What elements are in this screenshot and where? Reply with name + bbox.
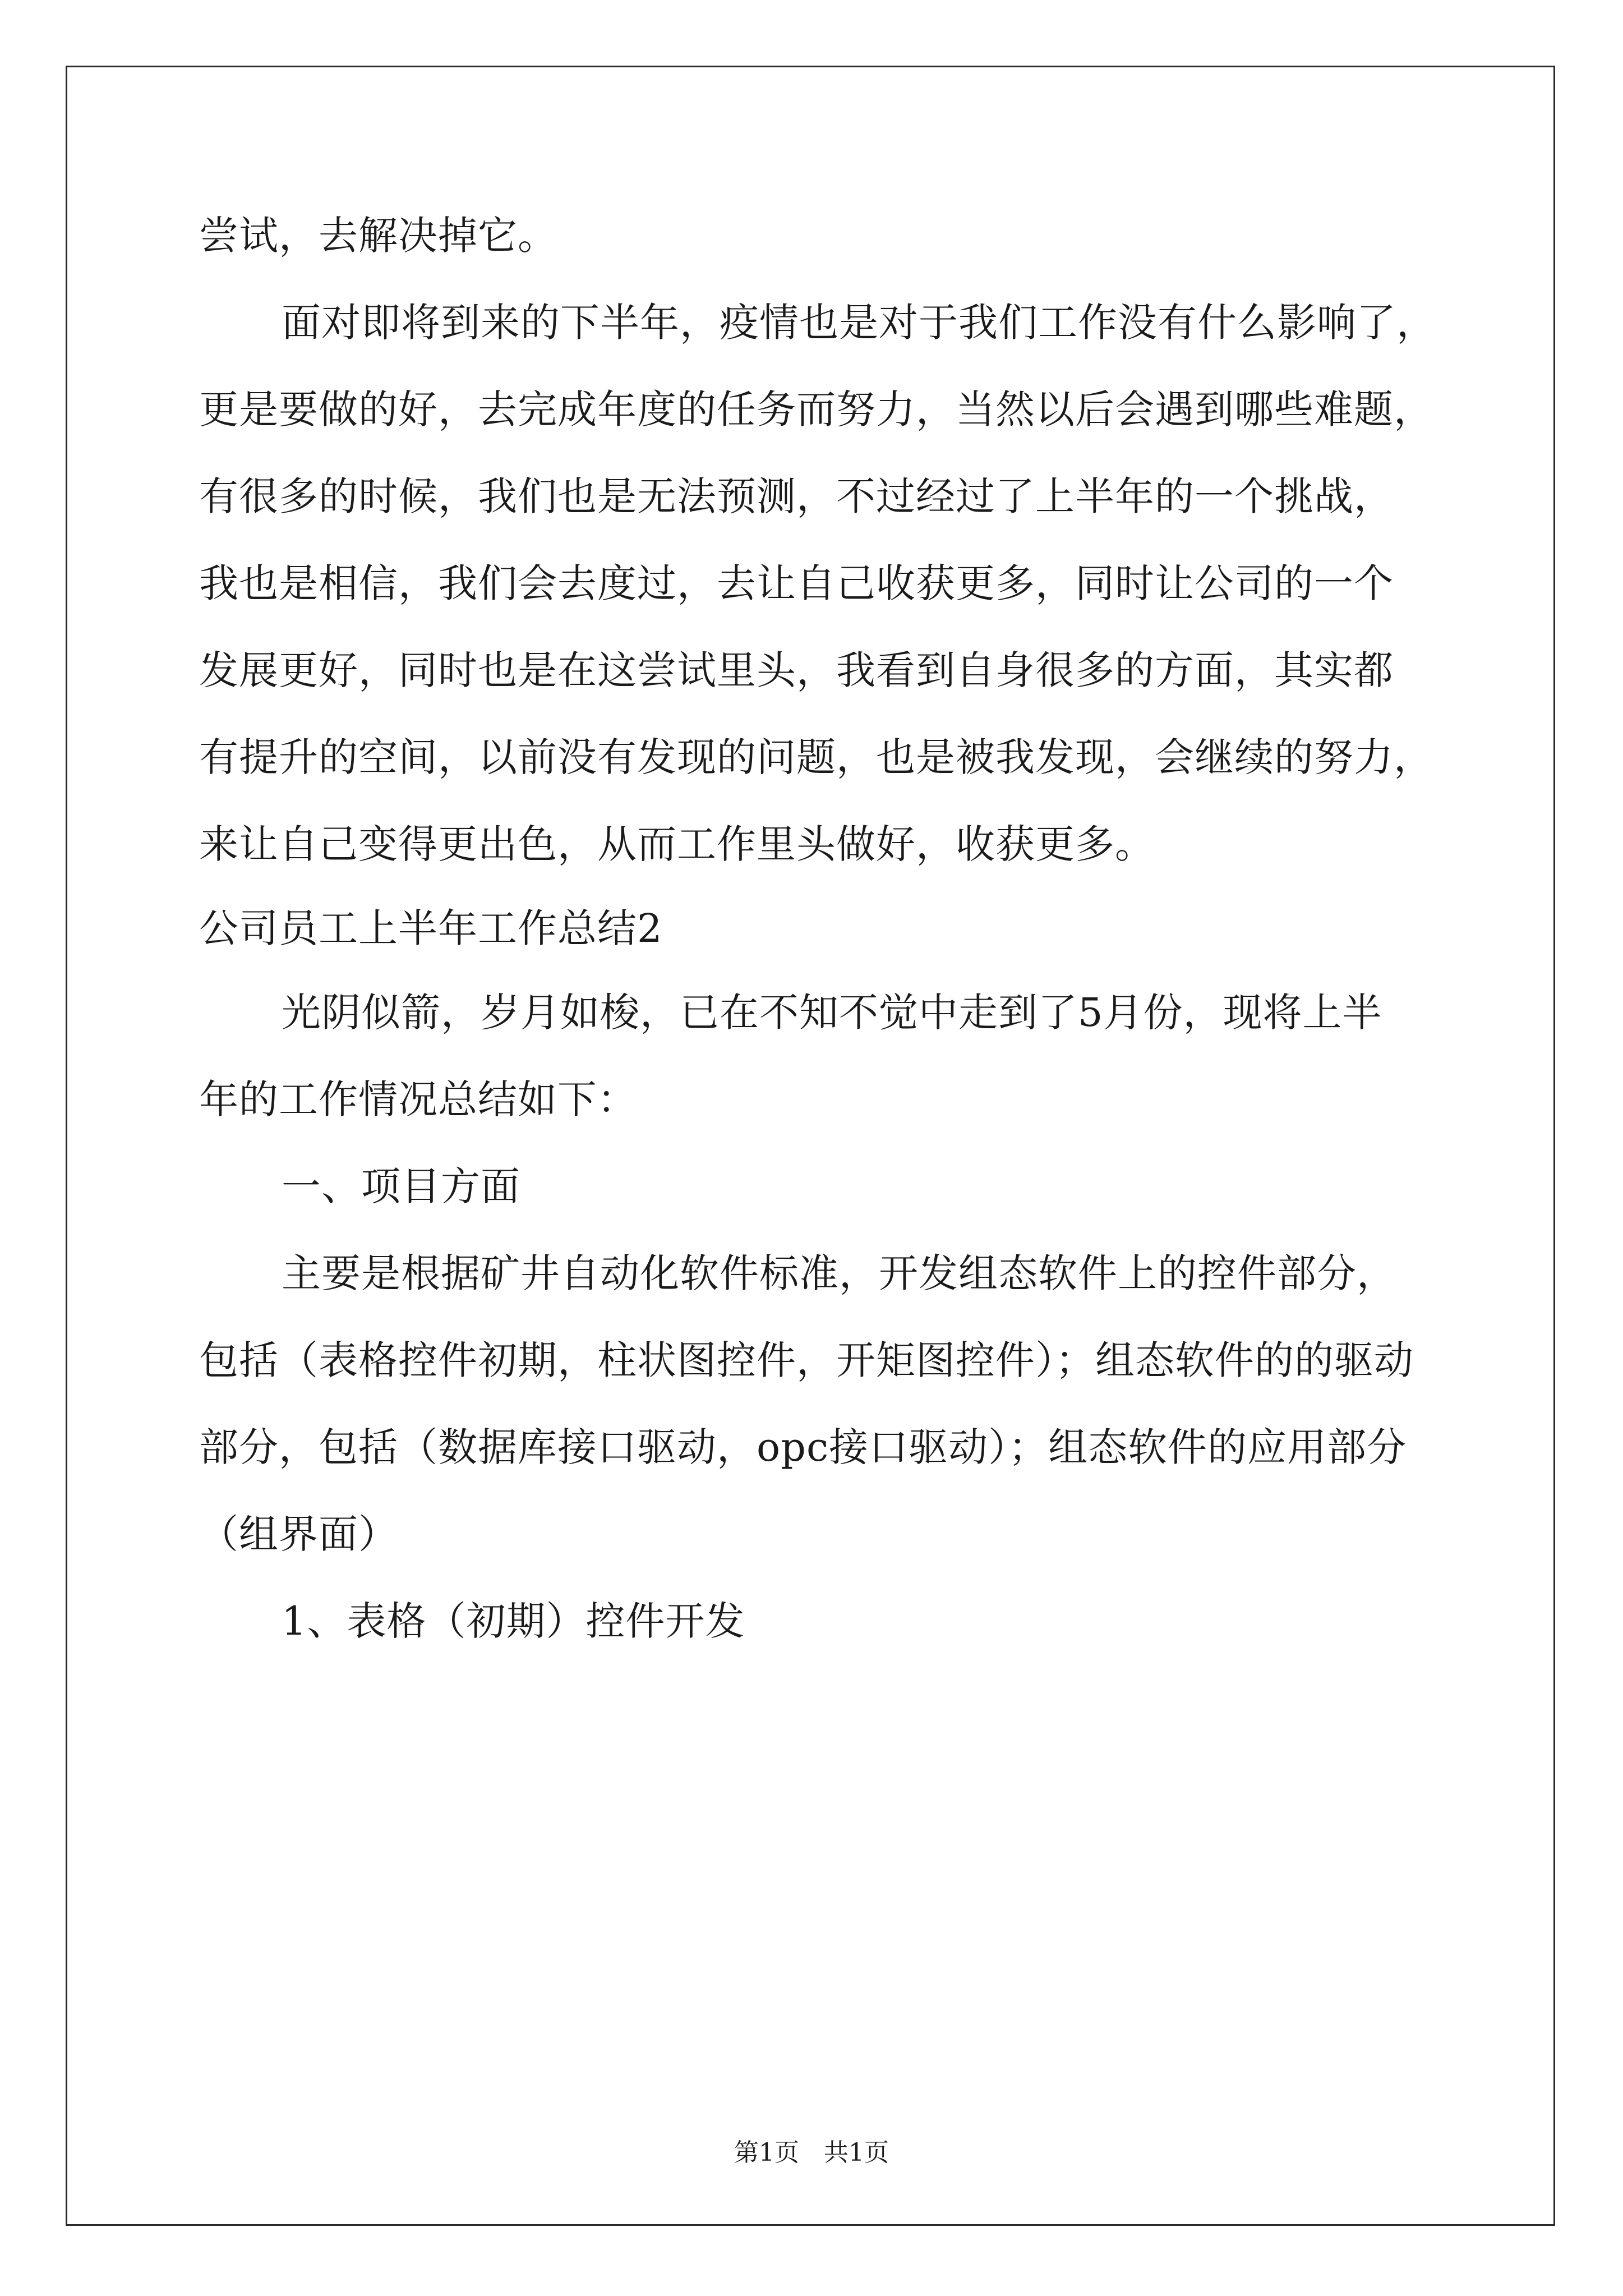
paragraph-line: 来让自己变得更出色，从而工作里头做好，收获更多。 [199, 821, 1155, 867]
paragraph-line: 面对即将到来的下半年，疫情也是对于我们工作没有什么影响了， [282, 300, 1436, 346]
paragraph-line: 部分，包括（数据库接口驱动，opc接口驱动）；组态软件的应用部分 [199, 1424, 1407, 1470]
page-number: 第1页 共1页 [734, 2138, 889, 2167]
paragraph-line: 主要是根据矿井自动化软件标准，开发组态软件上的控件部分， [282, 1250, 1396, 1296]
paragraph-line: 有提升的空间，以前没有发现的问题，也是被我发现，会继续的努力， [199, 734, 1433, 780]
paragraph-line: 光阴似箭，岁月如梭，已在不知不觉中走到了5月份，现将上半 [282, 990, 1382, 1036]
list-item-heading: 1、表格（初期）控件开发 [282, 1598, 745, 1644]
paragraph-line: 我也是相信，我们会去度过，去让自己收获更多，同时让公司的一个 [199, 560, 1394, 606]
subsection-heading: 一、项目方面 [282, 1163, 520, 1209]
paragraph-line: （组界面） [199, 1511, 398, 1557]
paragraph-line: 包括（表格控件初期，柱状图控件，开矩图控件）；组态软件的的驱动 [199, 1337, 1414, 1383]
section-heading: 公司员工上半年工作总结2 [199, 905, 663, 951]
paragraph-line: 更是要做的好，去完成年度的任务而努力，当然以后会遇到哪些难题， [199, 386, 1433, 432]
paragraph-line: 发展更好，同时也是在这尝试里头，我看到自身很多的方面，其实都 [199, 647, 1394, 693]
paragraph-line: 年的工作情况总结如下： [199, 1076, 637, 1122]
paragraph-line: 有很多的时候，我们也是无法预测，不过经过了上半年的一个挑战， [199, 473, 1394, 519]
paragraph-line: 尝试，去解决掉它。 [199, 213, 557, 259]
